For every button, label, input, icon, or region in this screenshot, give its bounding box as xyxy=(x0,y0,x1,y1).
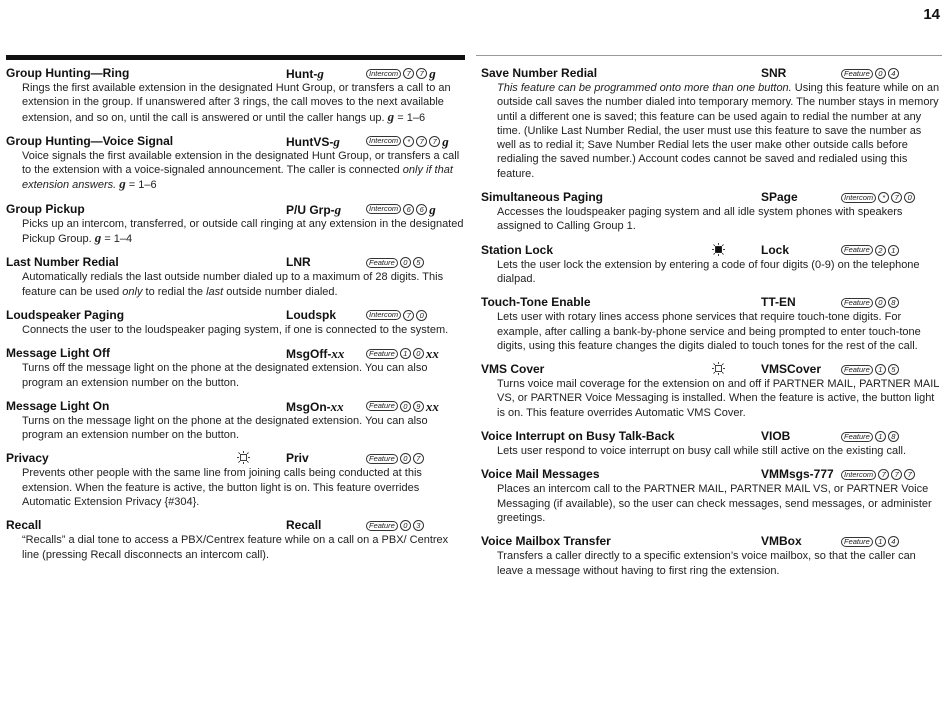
key-feature: Feature xyxy=(841,245,873,255)
feature-entry xyxy=(6,134,465,193)
digit-key: 5 xyxy=(888,364,899,375)
digit-key: 1 xyxy=(875,431,886,442)
feature-code-text: TT-EN xyxy=(761,295,796,310)
key-intercom: Intercom xyxy=(366,310,401,320)
feature-description xyxy=(22,149,465,193)
light-off-icon xyxy=(237,451,250,464)
feature-entry xyxy=(481,362,941,420)
feature-name: Message Light On xyxy=(6,398,110,413)
description-text: last xyxy=(206,285,224,298)
description-text: Lets the user lock the extension by entering a code of four digits (0-9) on the telephone dialpad. xyxy=(497,258,920,285)
key-feature: Feature xyxy=(366,454,398,464)
key-feature: Feature xyxy=(366,258,398,268)
digit-key: 3 xyxy=(413,520,424,531)
feature-code xyxy=(286,308,336,323)
feature-code-variable: xx xyxy=(331,346,345,362)
feature-code-variable: xx xyxy=(330,398,344,414)
digit-key: 7 xyxy=(403,68,414,79)
feature-name: Group Hunting—Voice Signal xyxy=(6,133,174,148)
feature-header xyxy=(6,308,465,323)
feature-code xyxy=(761,467,834,482)
feature-description xyxy=(497,81,941,181)
feature-entry xyxy=(481,66,941,181)
feature-entry xyxy=(6,399,465,443)
description-text: This feature can be used xyxy=(22,271,444,298)
feature-code-text: VMMsgs-777 xyxy=(761,467,834,482)
digit-key: 1 xyxy=(888,245,899,256)
feature-code-text: SNR xyxy=(761,66,787,80)
description-text: Prevents other people with the same line from joining calls being conducted at this extension. When the feature is active, the button light is on. This feature overrides Automatic Extension Privacy {#304}. xyxy=(22,467,422,509)
key-sequence xyxy=(841,243,899,258)
key-feature: Feature xyxy=(841,365,873,375)
feature-name: Voice Interrupt on Busy Talk-Back xyxy=(481,429,675,444)
feature-name: Message Light Off xyxy=(6,346,111,361)
feature-name: Simultaneous Paging xyxy=(481,190,604,205)
feature-name: Group Hunting—Ring xyxy=(6,66,130,80)
key-feature: Feature xyxy=(366,521,398,531)
description-variable: g xyxy=(119,176,126,192)
key-sequence xyxy=(366,66,436,81)
feature-name: Group Pickup xyxy=(6,201,85,216)
description-text: Transfers a caller directly to a specific extension’s voice mailbox, so that the caller can leave a message without having to first ring the extension. xyxy=(497,550,916,577)
digit-key: 0 xyxy=(416,310,427,321)
description-text: Lets user with rotary lines access phone services that require touch-tone digits. For example, after calling a bank-by-phone service and being prompted to enter touch-tone digits, using this feature changes the digits dialed to touch tones for the rest of the call. xyxy=(497,311,921,352)
feature-name: Loudspeaker Paging xyxy=(6,307,125,322)
feature-code-text: Lock xyxy=(761,242,790,257)
key-intercom: Intercom xyxy=(366,136,401,146)
digit-key: 8 xyxy=(888,297,899,308)
feature-description xyxy=(22,270,465,299)
light-off-icon xyxy=(712,362,725,375)
light-on-icon xyxy=(712,243,725,256)
feature-code-text: VMSCover xyxy=(761,362,822,377)
feature-description xyxy=(22,414,465,443)
feature-name: Privacy xyxy=(6,451,49,466)
digit-key: 6 xyxy=(416,204,427,215)
feature-entry xyxy=(481,429,941,458)
feature-code xyxy=(286,399,344,415)
description-text: Turns off the message light on the phone at the designated extension. You can also program an extension number on the button. xyxy=(22,362,428,389)
feature-code xyxy=(761,362,821,377)
feature-code-text: MsgOff- xyxy=(286,347,332,362)
feature-name: Save Number Redial xyxy=(481,66,598,80)
key-sequence xyxy=(366,202,436,217)
feature-code xyxy=(761,534,802,549)
description-text: = 1–4 xyxy=(101,233,133,246)
key-intercom: Intercom xyxy=(366,204,401,214)
feature-code-variable: g xyxy=(317,66,324,81)
feature-entry xyxy=(6,518,465,562)
key-sequence xyxy=(366,134,449,149)
digit-key: 0 xyxy=(875,68,886,79)
feature-header xyxy=(481,467,941,482)
feature-code xyxy=(286,255,311,270)
key-sequence xyxy=(366,451,424,466)
key-sequence xyxy=(366,308,427,323)
key-sequence xyxy=(841,66,899,81)
feature-entry xyxy=(481,190,941,234)
feature-code xyxy=(286,518,321,533)
digit-key: 9 xyxy=(413,401,424,412)
key-sequence xyxy=(841,467,915,482)
feature-header xyxy=(481,362,941,377)
feature-header xyxy=(6,518,465,533)
key-feature: Feature xyxy=(841,432,873,442)
description-text: Automatically redials the last outside number dialed up to a maximum of 28 digits. xyxy=(22,271,420,284)
key-sequence xyxy=(366,346,439,361)
feature-name: VMS Cover xyxy=(481,362,545,377)
key-sequence xyxy=(366,518,424,533)
header-rule-left xyxy=(6,55,465,60)
feature-code xyxy=(761,429,790,444)
digit-key: 0 xyxy=(413,348,424,359)
description-text: Voice signals the first available extension in the designated Hunt Group, or transfers a call to the extension with a voice-signaled announcement. The caller is connected xyxy=(22,149,460,177)
feature-header xyxy=(481,295,941,310)
description-text: Accesses the loudspeaker paging system and all idle system phones with speakers assigned to Calling Group 1. xyxy=(497,206,903,233)
feature-description xyxy=(497,482,941,525)
feature-description xyxy=(497,444,941,458)
digit-key: 1 xyxy=(875,364,886,375)
description-text: Places an intercom call to the PARTNER MAIL, PARTNER MAIL VS, or PARTNER Voice Messaging (if available), so the user can check messages, send messages, or administer greetings. xyxy=(497,483,932,524)
feature-description xyxy=(497,205,941,234)
digit-key: 1 xyxy=(400,348,411,359)
feature-entry xyxy=(481,243,941,287)
feature-name: Last Number Redial xyxy=(6,255,119,270)
feature-entry xyxy=(481,467,941,525)
feature-code xyxy=(761,190,798,205)
digit-key: 7 xyxy=(416,68,427,79)
feature-code xyxy=(761,295,796,310)
feature-name: Voice Mailbox Transfer xyxy=(481,534,611,549)
feature-code xyxy=(761,66,786,81)
description-text: “Recalls” a dial tone to access a PBX/Centrex feature while on a call on a PBX/ Centrex line (pressing Recall disconnects an intercom call). xyxy=(22,534,449,561)
page-number: 14 xyxy=(923,6,940,23)
feature-entry xyxy=(6,308,465,337)
feature-header xyxy=(481,534,941,549)
digit-key: 1 xyxy=(875,536,886,547)
feature-code xyxy=(286,134,340,150)
feature-header xyxy=(481,243,941,258)
digit-key: 0 xyxy=(400,401,411,412)
digit-key: 7 xyxy=(904,469,915,480)
feature-description xyxy=(497,377,941,420)
feature-description xyxy=(22,533,465,562)
feature-code-text: Loudspk xyxy=(286,307,336,322)
key-intercom: Intercom xyxy=(366,69,401,79)
feature-entry xyxy=(6,255,465,299)
feature-code xyxy=(286,451,309,466)
key-sequence xyxy=(841,534,899,549)
feature-header xyxy=(6,346,465,361)
description-text: only xyxy=(122,285,143,298)
key-feature: Feature xyxy=(841,298,873,308)
feature-entry xyxy=(6,202,465,247)
key-intercom: Intercom xyxy=(841,470,876,480)
feature-code-text: P/U Grp- xyxy=(286,202,335,217)
key-sequence xyxy=(841,295,899,310)
feature-entry xyxy=(481,534,941,578)
digit-key: 5 xyxy=(413,257,424,268)
feature-code-text: LNR xyxy=(286,255,311,270)
digit-key: 7 xyxy=(891,469,902,480)
description-text: This feature can be programmed onto more than one button. xyxy=(497,82,792,94)
feature-header xyxy=(6,202,465,217)
feature-header xyxy=(6,255,465,270)
key-sequence xyxy=(366,399,439,414)
feature-name: Touch-Tone Enable xyxy=(481,295,591,310)
digit-key: 0 xyxy=(904,192,915,203)
feature-header xyxy=(6,399,465,414)
digit-key: 4 xyxy=(888,536,899,547)
feature-description xyxy=(22,81,465,125)
digit-key: 4 xyxy=(888,68,899,79)
description-variable: g xyxy=(387,108,395,124)
description-text: = 1–6 xyxy=(394,111,426,124)
key-intercom: Intercom xyxy=(841,193,876,203)
description-text: to redial the xyxy=(142,285,207,298)
key-variable: xx xyxy=(425,346,439,362)
feature-entry xyxy=(6,66,465,125)
description-text: = 1–6 xyxy=(125,179,157,192)
digit-key: 7 xyxy=(413,453,424,464)
feature-code-text: Hunt- xyxy=(286,67,318,81)
feature-header xyxy=(6,134,465,149)
feature-code xyxy=(286,202,341,218)
description-text: Using this feature while on an outside call saves the number dialed into temporary memory. The number stays in memory until a different one is saved; this feature can be used again to redial the number at any time. (Unlike Last Number Redial, the user must use this feature to save the number as well as to redial it; Save Number Redial lets the user make other outside calls before redialing the saved number.) Account codes cannot be saved and redialed using this feature. xyxy=(497,82,940,180)
feature-name: Recall xyxy=(6,518,42,533)
description-text: outside number dialed. xyxy=(223,285,338,298)
feature-description xyxy=(497,310,941,353)
key-feature: Feature xyxy=(366,349,398,359)
left-column xyxy=(6,66,465,571)
key-sequence xyxy=(366,255,424,270)
digit-key: 0 xyxy=(400,520,411,531)
description-text: Picks up an intercom, transferred, or outside call ringing at any extension in the designated Pickup Group. xyxy=(22,217,464,246)
feature-code-text: Recall xyxy=(286,518,322,533)
key-variable: xx xyxy=(425,398,439,414)
feature-entry xyxy=(6,346,465,390)
feature-header xyxy=(6,66,465,81)
digit-key: 0 xyxy=(875,297,886,308)
feature-header xyxy=(481,429,941,444)
feature-code-text: HuntVS- xyxy=(286,134,334,149)
header-rule-right xyxy=(476,55,942,56)
feature-code xyxy=(761,243,789,258)
feature-header xyxy=(6,451,465,466)
description-text: Connects the user to the loudspeaker paging system, if one is connected to the system. xyxy=(22,323,449,336)
feature-code xyxy=(286,346,344,362)
key-sequence xyxy=(841,190,915,205)
star-key: * xyxy=(403,136,414,147)
feature-description xyxy=(497,549,941,578)
feature-code-text: SPage xyxy=(761,190,798,205)
feature-description xyxy=(497,258,941,287)
digit-key: 7 xyxy=(403,310,414,321)
key-feature: Feature xyxy=(366,401,398,411)
description-text: Rings the first available extension in the designated Hunt Group, or transfers a call to an extension in the group. If unanswered after 3 rings, the call moves to the next available extension, and so on, until the call is answered or until the caller hangs up. xyxy=(22,82,451,124)
digit-key: 7 xyxy=(429,136,440,147)
feature-name: Station Lock xyxy=(481,242,554,257)
right-column xyxy=(481,66,941,587)
feature-header xyxy=(481,66,941,81)
key-sequence xyxy=(841,362,899,377)
key-variable: g xyxy=(442,133,449,149)
key-feature: Feature xyxy=(841,69,873,79)
digit-key: 6 xyxy=(403,204,414,215)
feature-description xyxy=(22,466,465,509)
digit-key: 7 xyxy=(878,469,889,480)
key-variable: g xyxy=(429,201,436,217)
feature-description xyxy=(22,217,465,247)
star-key: * xyxy=(878,192,889,203)
digit-key: 7 xyxy=(416,136,427,147)
digit-key: 2 xyxy=(875,245,886,256)
feature-entry xyxy=(481,295,941,353)
description-text: Lets user respond to voice interrupt on busy call while still active on the existing call. xyxy=(497,445,907,458)
feature-code-text: VIOB xyxy=(761,429,791,444)
key-feature: Feature xyxy=(841,537,873,547)
feature-entry xyxy=(6,451,465,509)
description-variable: g xyxy=(94,230,102,246)
feature-description xyxy=(22,323,465,337)
feature-code-variable: g xyxy=(333,133,340,149)
digit-key: 0 xyxy=(400,453,411,464)
feature-name: Voice Mail Messages xyxy=(481,467,600,482)
feature-code-text: MsgOn- xyxy=(286,399,331,414)
digit-key: 8 xyxy=(888,431,899,442)
feature-code-variable: g xyxy=(334,201,342,217)
digit-key: 0 xyxy=(400,257,411,268)
key-sequence xyxy=(841,429,899,444)
feature-description xyxy=(22,361,465,390)
description-text: Turns on the message light on the phone at the designated extension. You can also program an extension number on the button. xyxy=(22,414,428,442)
feature-header xyxy=(481,190,941,205)
digit-key: 7 xyxy=(891,192,902,203)
feature-code-text: Priv xyxy=(286,451,309,466)
feature-code-text: VMBox xyxy=(761,534,802,549)
description-text: Turns voice mail coverage for the extension on and off if PARTNER MAIL, PARTNER MAIL VS, or PARTNER Voice Messaging is installed. When the feature is active, the button light is on. This feature overrides Automatic VMS Cover. xyxy=(497,378,940,419)
description-text: only if that extension answers. xyxy=(22,164,453,192)
feature-code xyxy=(286,66,324,82)
key-variable: g xyxy=(429,66,436,81)
